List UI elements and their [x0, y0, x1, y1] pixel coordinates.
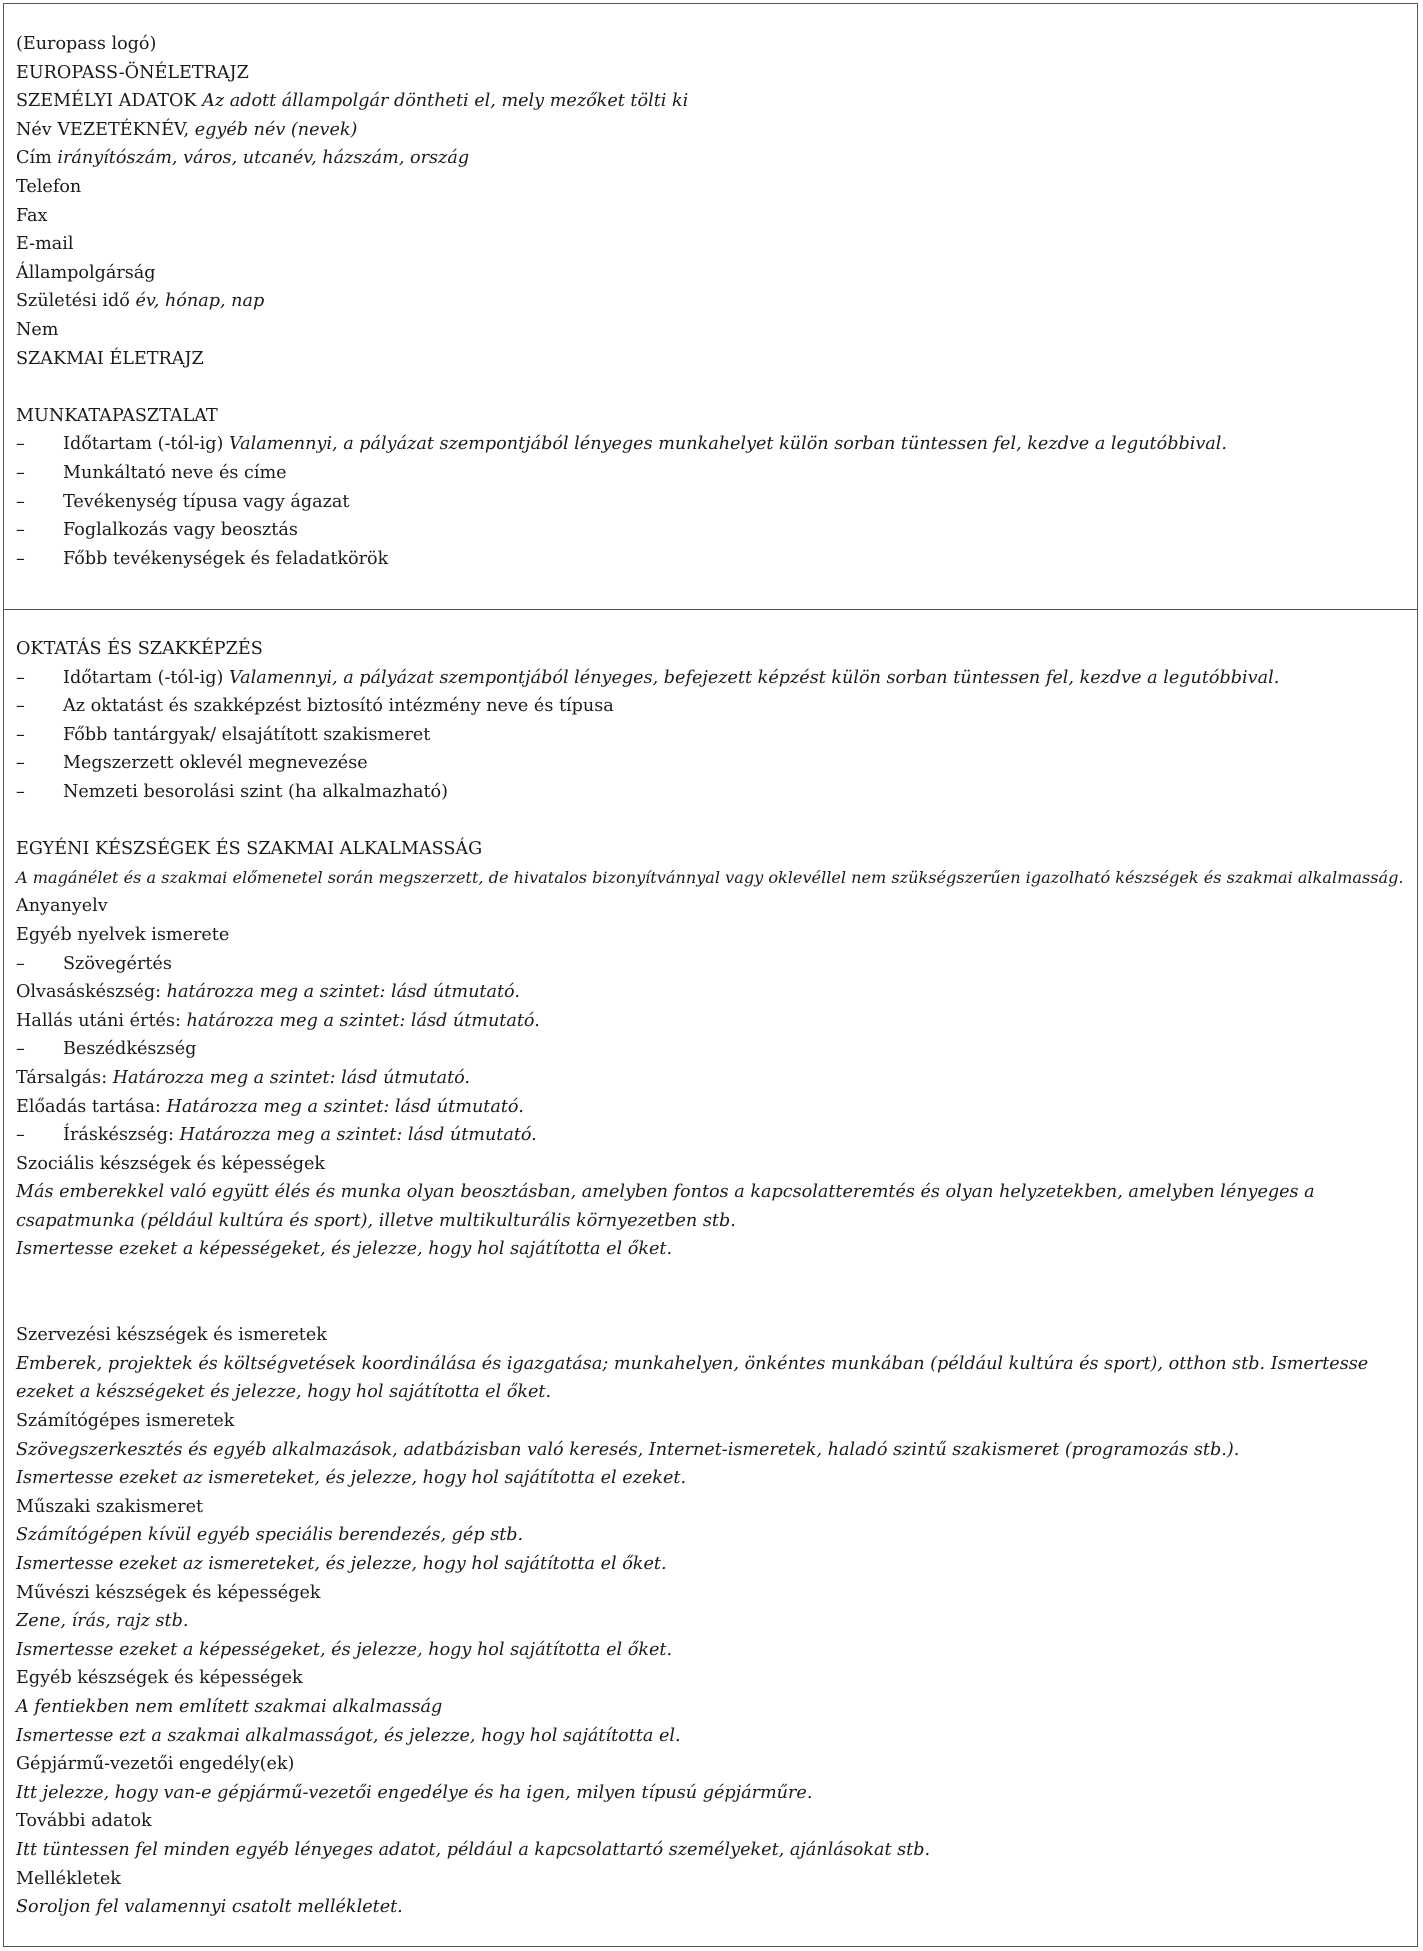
dash-bullet: – — [16, 753, 25, 774]
annexes-text: Soroljon fel valamennyi csatolt mellékletet. — [16, 1897, 403, 1918]
name-value: VEZETÉKNÉV, — [57, 119, 190, 140]
name-line — [16, 116, 1413, 145]
personal-data-note: Az adott állampolgár döntheti el, mely mezőket tölti ki — [202, 91, 689, 112]
education-item — [16, 749, 1413, 778]
dash-bullet: – — [16, 667, 25, 688]
reading-hint: határozza meg a szintet: lásd útmutató. — [166, 982, 520, 1003]
writing-hint: Határozza meg a szintet: lásd útmutató. — [179, 1125, 537, 1146]
organisational-skills-heading: Szervezési készségek és ismeretek — [16, 1325, 327, 1346]
address-line — [16, 144, 1413, 173]
other-skills-heading: Egyéb készségek és képességek — [16, 1668, 303, 1689]
birth-date-line — [16, 287, 1413, 316]
document-title: EUROPASS-ÖNÉLETRAJZ — [16, 62, 249, 83]
address-label: Cím — [16, 148, 52, 169]
production-label: Előadás tartása: — [16, 1096, 161, 1117]
work-item — [16, 516, 1413, 545]
dash-bullet: – — [16, 1039, 25, 1060]
writing-line — [16, 1121, 1413, 1150]
technical-skills-text: Számítógépen kívül egyéb speciális berendezés, gép stb. — [16, 1525, 524, 1546]
mother-tongue-label: Anyanyelv — [16, 896, 108, 917]
social-skills-heading: Szociális készségek és képességek — [16, 1153, 326, 1174]
work-item-label: Főbb tevékenységek és feladatkörök — [63, 548, 389, 569]
spacer — [16, 807, 1413, 836]
work-item-label: Munkáltató neve és címe — [63, 462, 287, 483]
personal-data-heading-line — [16, 87, 1413, 116]
phone-label: Telefon — [16, 176, 82, 197]
nationality-label: Állampolgárság — [16, 262, 156, 283]
comprehension-label: Szövegértés — [63, 953, 172, 974]
work-item — [16, 459, 1413, 488]
fax-label: Fax — [16, 205, 48, 226]
artistic-skills-note: Ismertesse ezeket a képességeket, és jelezze, hogy hol sajátította el őket. — [16, 1639, 673, 1660]
email-label: E-mail — [16, 234, 74, 255]
dash-bullet: – — [16, 462, 25, 483]
europass-logo-placeholder: (Europass logó) — [16, 34, 157, 54]
organisational-skills-text: Emberek, projektek és költségvetések koordinálása és igazgatása; munkahelyen, önkéntes munkában (például kultúra és sport), otthon stb. Ismertesse ezeket a készségeket és jelezze, hogy hol sajátította el őket. — [16, 1353, 1369, 1403]
computer-skills-note: Ismertesse ezeket az ismereteket, és jelezze, hogy hol sajátította el ezeket. — [16, 1468, 687, 1489]
education-item — [16, 778, 1413, 807]
address-hint: irányítószám, város, utcanév, házszám, ország — [57, 148, 470, 169]
dash-bullet: – — [16, 696, 25, 717]
work-period-line — [16, 430, 1413, 459]
other-skills-text: A fentiekben nem említett szakmai alkalmasság — [16, 1696, 443, 1717]
gender-label: Nem — [16, 319, 59, 340]
profile-heading: SZAKMAI ÉLETRAJZ — [16, 348, 204, 369]
dash-bullet: – — [16, 520, 25, 541]
skills-intro: A magánélet és a szakmai előmenetel során megszerzett, de hivatalos bizonyítvánnyal vagy oklevéllel nem szükségszerűen igazolható készségek és szakmai alkalmasság. — [16, 867, 1404, 887]
listening-line — [16, 1007, 1413, 1036]
speaking-label: Beszédkészség — [63, 1039, 197, 1060]
spacer — [16, 373, 1413, 402]
additional-info-text: Itt tüntessen fel minden egyéb lényeges adatot, például a kapcsolattartó személyeket, ajánlásokat stb. — [16, 1839, 931, 1860]
cv-education-and-skills-section — [16, 635, 1413, 1922]
name-hint: egyéb név (nevek) — [194, 119, 358, 140]
interaction-hint: Határozza meg a szintet: lásd útmutató. — [112, 1067, 471, 1088]
listening-label: Hallás utáni értés: — [16, 1010, 181, 1031]
production-hint: Határozza meg a szintet: lásd útmutató. — [166, 1096, 524, 1117]
dash-bullet: – — [16, 1125, 25, 1146]
birth-date-hint: év, hónap, nap — [135, 291, 265, 312]
interaction-label: Társalgás: — [16, 1067, 108, 1088]
spacer — [16, 1264, 1413, 1293]
cv-personal-and-work-section — [16, 30, 1413, 573]
work-item — [16, 488, 1413, 517]
education-item-label: Megszerzett oklevél megnevezése — [63, 753, 368, 774]
dash-bullet: – — [16, 434, 25, 455]
education-heading: OKTATÁS ÉS SZAKKÉPZÉS — [16, 639, 263, 659]
work-period-hint: Valamennyi, a pályázat szempontjából lényeges munkahelyet külön sorban tüntessen fel, kezdve a legutóbbival. — [229, 434, 1227, 455]
computer-skills-text: Szövegszerkesztés és egyéb alkalmazások, adatbázisban való keresés, Internet-ismeretek, haladó szintű szakismeret (programozás stb.). — [16, 1439, 1240, 1460]
skills-heading: EGYÉNI KÉSZSÉGEK ÉS SZAKMAI ALKALMASSÁG — [16, 839, 483, 860]
education-item-label: Főbb tantárgyak/ elsajátított szakismeret — [63, 724, 431, 745]
other-skills-note: Ismertesse ezt a szakmai alkalmasságot, és jelezze, hogy hol sajátította el. — [16, 1725, 681, 1746]
artistic-skills-heading: Művészi készségek és képességek — [16, 1582, 321, 1603]
social-skills-text: Más emberekkel való együtt élés és munka olyan beosztásban, amelyben fontos a kapcsolatteremtés és olyan helyzetekben, amelyben lényeges a csapatmunka (például kultúra és sport), illetve multikulturális környezetben stb. — [16, 1182, 1315, 1231]
education-item — [16, 721, 1413, 750]
work-period-label: Időtartam (-tól-ig) — [63, 434, 224, 455]
technical-skills-note: Ismertesse ezeket az ismereteket, és jelezze, hogy hol sajátította el őket. — [16, 1554, 667, 1574]
work-experience-heading: MUNKATAPASZTALAT — [16, 405, 218, 426]
interaction-line — [16, 1064, 1413, 1093]
technical-skills-heading: Műszaki szakismeret — [16, 1496, 204, 1517]
reading-line — [16, 978, 1413, 1007]
education-period-line — [16, 664, 1413, 693]
education-item-label: Az oktatást és szakképzést biztosító intézmény neve és típusa — [63, 696, 614, 717]
dash-bullet: – — [16, 781, 25, 802]
birth-date-label: Születési idő — [16, 291, 130, 312]
writing-label: Íráskészség: — [63, 1125, 174, 1146]
education-item — [16, 692, 1413, 721]
driving-licence-text: Itt jelezze, hogy van-e gépjármű-vezetői engedélye és ha igen, milyen típusú gépjárműre. — [16, 1782, 813, 1803]
reading-label: Olvasáskészség: — [16, 982, 162, 1003]
education-period-hint: Valamennyi, a pályázat szempontjából lényeges, befejezett képzést külön sorban tüntessen fel, kezdve a legutóbbival. — [229, 667, 1280, 688]
dash-bullet: – — [16, 491, 25, 512]
annexes-heading: Mellékletek — [16, 1868, 121, 1889]
driving-licence-heading: Gépjármű-vezetői engedély(ek) — [16, 1754, 295, 1775]
other-languages-label: Egyéb nyelvek ismerete — [16, 924, 230, 945]
name-label: Név — [16, 119, 52, 140]
speaking-line — [16, 1035, 1413, 1064]
work-item-label: Tevékenység típusa vagy ágazat — [63, 491, 350, 512]
comprehension-line — [16, 950, 1413, 979]
artistic-skills-text: Zene, írás, rajz stb. — [16, 1611, 189, 1632]
additional-info-heading: További adatok — [16, 1811, 152, 1832]
dash-bullet: – — [16, 953, 25, 974]
listening-hint: határozza meg a szintet: lásd útmutató. — [186, 1010, 540, 1031]
dash-bullet: – — [16, 724, 25, 745]
work-item-label: Foglalkozás vagy beosztás — [63, 520, 298, 541]
education-period-label: Időtartam (-tól-ig) — [63, 667, 224, 688]
production-line — [16, 1093, 1413, 1122]
education-item-label: Nemzeti besorolási szint (ha alkalmazható) — [63, 781, 449, 802]
personal-data-heading: SZEMÉLYI ADATOK — [16, 91, 197, 112]
dash-bullet: – — [16, 548, 25, 569]
social-skills-note: Ismertesse ezeket a képességeket, és jelezze, hogy hol sajátította el őket. — [16, 1239, 673, 1260]
spacer — [16, 1293, 1413, 1322]
work-item — [16, 545, 1413, 574]
computer-skills-heading: Számítógépes ismeretek — [16, 1411, 235, 1432]
